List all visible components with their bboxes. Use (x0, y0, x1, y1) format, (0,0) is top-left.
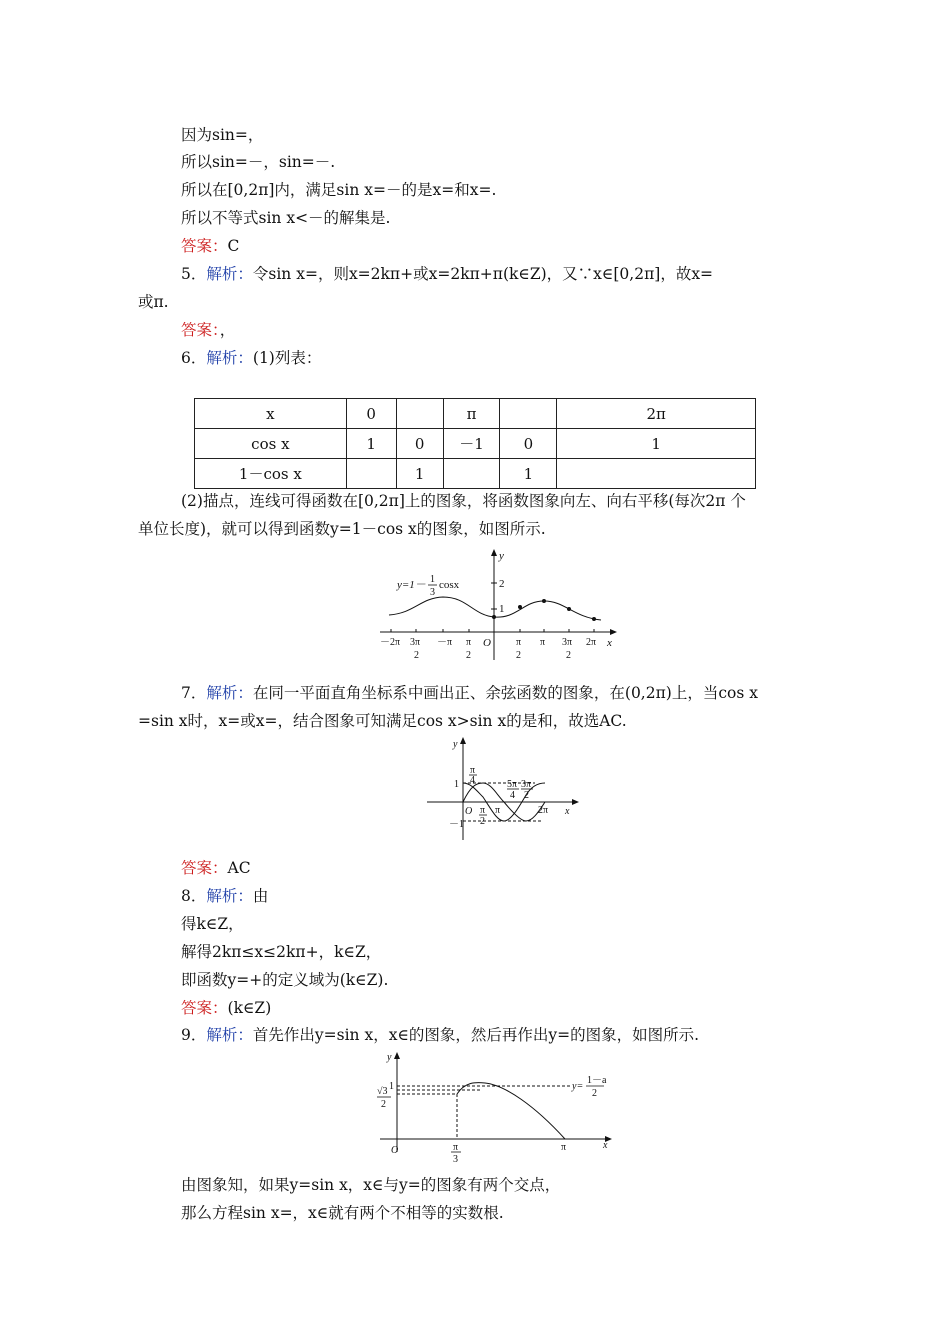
question-5-cont: 或π. (138, 293, 169, 311)
figure-sin-cos-graph (425, 735, 585, 845)
y-tick-1: 1 (499, 603, 505, 615)
text-line-3: 所以在[0,2π]内，满足sin x=－的是x=和x=. (181, 181, 497, 199)
answer-4 (181, 236, 239, 256)
answer-value: AC (227, 859, 251, 877)
label-2pi: 2π (538, 805, 549, 816)
question-8-line3: 解得2kπ≤x≤2kπ+，k∈Z， (181, 943, 382, 961)
label-5pi4-den: 4 (510, 790, 515, 801)
question-7-cont: =sin x时，x=或x=，结合图象可知满足cos x>sin x的是和，故选AC. (138, 712, 627, 730)
question-8 (181, 886, 268, 906)
figure-sine-line-graph (375, 1050, 620, 1165)
answer-label: 答案： (181, 237, 228, 255)
question-8-line2: 得k∈Z， (181, 915, 244, 933)
origin-label: O (465, 806, 473, 817)
label-pi3-num: π (453, 1142, 459, 1153)
table-cell (346, 459, 396, 489)
value-table (194, 398, 756, 489)
answer-value: (k∈Z) (227, 999, 272, 1017)
question-text: 令sin x=，则x=2kπ+或x=2kπ+π(k∈Z)，又∵x∈[0,2π]，故x= (252, 265, 714, 283)
question-number: 8． (181, 887, 207, 905)
table-row (195, 399, 756, 429)
answer-5 (181, 320, 235, 340)
y-tick-1: 1 (389, 1081, 394, 1092)
table-row (195, 429, 756, 459)
question-text: (1)列表： (252, 349, 322, 367)
text-line-1: 因为sin=， (181, 126, 264, 144)
answer-label: 答案： (181, 321, 220, 339)
table-cell: 0 (346, 399, 396, 429)
table-cell: 1 (500, 459, 557, 489)
x-tick: 2 (466, 650, 471, 661)
figure-cosine-graph (375, 545, 620, 665)
label-3pi2-num: 3π (521, 779, 532, 790)
x-tick: 3π (562, 637, 573, 648)
y-axis-label: y (453, 739, 458, 750)
analysis-label: 解析： (206, 1026, 253, 1044)
label-pi4-den: 4 (470, 775, 475, 786)
x-tick: π (516, 637, 522, 648)
y-tick-2: 2 (499, 578, 505, 590)
analysis-label: 解析： (206, 265, 253, 283)
label-pi2-den: 2 (480, 816, 485, 827)
table-cell: 0 (500, 429, 557, 459)
question-8-line4: 即函数y=+的定义域为(k∈Z). (181, 971, 389, 989)
table-cell: 1 (396, 459, 443, 489)
x-tick: －π (437, 637, 453, 648)
analysis-label: 解析： (206, 887, 253, 905)
origin-label: O (391, 1145, 399, 1156)
answer-7 (181, 858, 251, 878)
x-tick: π (466, 637, 472, 648)
table-cell (500, 399, 557, 429)
table-cell: 1－cos x (195, 459, 347, 489)
question-number: 5． (181, 265, 207, 283)
label-3pi2-den: 2 (524, 790, 529, 801)
x-tick: 2 (414, 650, 419, 661)
table-cell: cos x (195, 429, 347, 459)
label-pi3-den: 3 (453, 1154, 458, 1165)
equation-suffix: cosx (439, 579, 460, 591)
answer-8 (181, 998, 271, 1018)
question-5 (181, 264, 713, 284)
y-axis-label: y (499, 550, 504, 562)
answer-label: 答案： (181, 999, 228, 1017)
x-tick: 3π (410, 637, 421, 648)
question-6-para2-cont: 单位长度)，就可以得到函数y=1－cos x的图象，如图所示. (138, 520, 546, 538)
origin-label: O (483, 637, 491, 649)
x-axis-label: x (607, 637, 612, 649)
table-row (195, 459, 756, 489)
table-cell: x (195, 399, 347, 429)
table-cell (443, 459, 500, 489)
question-text: 由 (252, 887, 269, 905)
question-number: 7． (181, 684, 207, 702)
question-number: 9． (181, 1026, 207, 1044)
x-axis-label: x (603, 1140, 608, 1151)
analysis-label: 解析： (206, 349, 253, 367)
answer-value: C (227, 237, 240, 255)
x-tick: 2 (516, 650, 521, 661)
y-tick-neg1: －1 (449, 819, 464, 830)
y-tick-1: 1 (454, 779, 459, 790)
table-cell: －1 (443, 429, 500, 459)
equation-num: 1 (430, 574, 435, 585)
question-number: 6． (181, 349, 207, 367)
line-eq-den: 2 (592, 1088, 597, 1099)
table-cell (557, 459, 756, 489)
label-pi: π (495, 805, 501, 816)
question-9 (181, 1025, 699, 1045)
x-tick: 2 (566, 650, 571, 661)
table-cell: π (443, 399, 500, 429)
text-line-4: 所以不等式sin x<－的解集是. (181, 209, 391, 227)
label-sqrt3-num: √3 (377, 1086, 388, 1097)
table-cell: 1 (346, 429, 396, 459)
question-7 (181, 683, 758, 703)
question-6-para2: (2)描点，连线可得函数在[0,2π]上的图象，将函数图象向左、向右平移(每次2π 个 (181, 492, 746, 510)
table-cell (396, 399, 443, 429)
label-pi4-num: π (470, 765, 476, 776)
text-line-2: 所以sin=－，sin=－. (181, 153, 336, 171)
question-9-line2: 由图象知，如果y=sin x，x∈与y=的图象有两个交点， (181, 1176, 561, 1194)
table-cell: 1 (557, 429, 756, 459)
answer-label: 答案： (181, 859, 228, 877)
x-tick: π (540, 637, 546, 648)
label-pi: π (561, 1142, 567, 1153)
label-5pi4-num: 5π (507, 779, 518, 790)
label-sqrt3-den: 2 (381, 1099, 386, 1110)
equation-prefix: y=1－ (397, 579, 426, 591)
y-axis-label: y (387, 1052, 392, 1063)
table-cell: 2π (557, 399, 756, 429)
table-cell: 0 (396, 429, 443, 459)
label-pi2-num: π (480, 805, 486, 816)
question-6 (181, 348, 321, 368)
x-axis-label: x (565, 806, 570, 817)
x-tick: －2π (380, 637, 401, 648)
line-eq-num: 1－a (587, 1075, 607, 1086)
question-9-line3: 那么方程sin x=，x∈就有两个不相等的实数根. (181, 1204, 504, 1222)
answer-value: ， (219, 321, 236, 339)
question-text: 首先作出y=sin x，x∈的图象，然后再作出y=的图象，如图所示. (252, 1026, 700, 1044)
analysis-label: 解析： (206, 684, 253, 702)
line-eq-prefix: y= (572, 1081, 584, 1092)
question-text: 在同一平面直角坐标系中画出正、余弦函数的图象，在(0,2π)上，当cos x (252, 684, 758, 702)
equation-den: 3 (430, 587, 435, 598)
x-tick: 2π (586, 637, 597, 648)
